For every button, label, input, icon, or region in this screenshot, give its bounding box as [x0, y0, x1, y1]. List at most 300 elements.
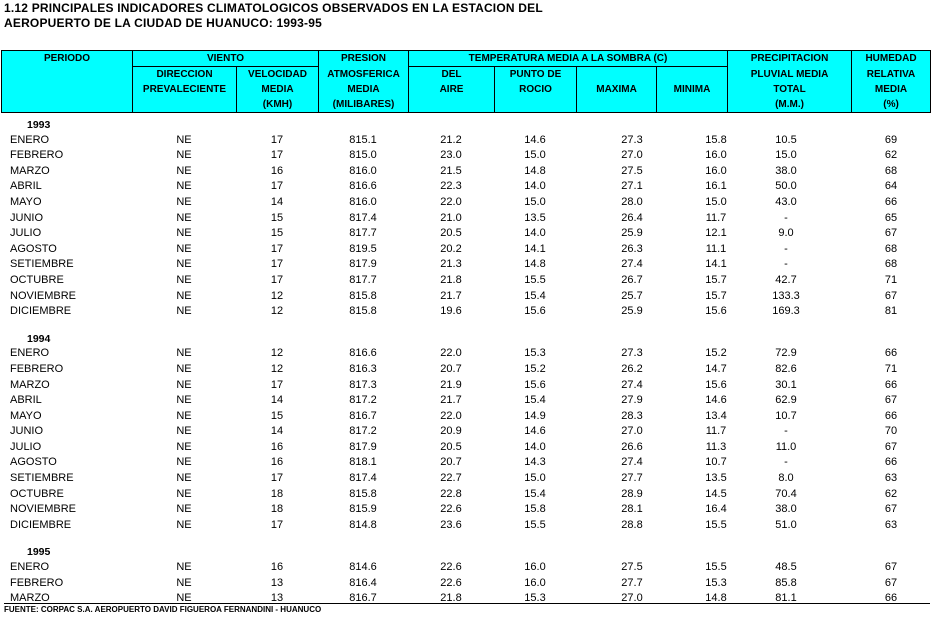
table-cell: 66 [884, 409, 898, 422]
table-cell: 27.0 [621, 149, 643, 162]
table-cell: NE [176, 258, 192, 271]
table-cell: NE [176, 440, 192, 453]
table-cell: 63 [884, 472, 898, 485]
table-cell: 26.7 [621, 273, 643, 286]
header-minima: MINIMA [657, 67, 728, 113]
table-cell: 22.6 [440, 561, 462, 574]
table-cell: 27.0 [621, 592, 643, 605]
table-cell: 169.3 [772, 305, 800, 318]
table-cell: NE [176, 576, 192, 589]
table-cell: 9.0 [778, 227, 794, 240]
table-cell: 14.6 [524, 133, 546, 146]
table-cell: 67 [884, 289, 898, 302]
table-cell: 15.0 [705, 195, 727, 208]
year-label: 1995 [27, 546, 51, 559]
table-cell: 42.7 [775, 273, 797, 286]
header-precipitacion-sub: PLUVIAL MEDIA TOTAL (M.M.) [728, 67, 852, 113]
table-cell: 15 [270, 211, 284, 224]
table-cell: 817.7 [349, 273, 377, 286]
table-cell: 62 [884, 487, 898, 500]
table-cell: JULIO [10, 440, 42, 453]
table-cell: 68 [884, 164, 898, 177]
table-cell: 16.0 [705, 149, 727, 162]
table-cell: NE [176, 561, 192, 574]
table-cell: 17 [270, 258, 284, 271]
table-cell: 816.6 [349, 180, 377, 193]
table-cell: 67 [884, 561, 898, 574]
table-cell: 14 [270, 425, 284, 438]
table-cell: NE [176, 487, 192, 500]
table-cell: - [784, 456, 788, 469]
table-cell: 22.0 [440, 409, 462, 422]
table-cell: 21.7 [440, 394, 462, 407]
year-label: 1993 [27, 119, 51, 131]
table-cell: MAYO [10, 409, 42, 422]
table-cell: MARZO [10, 164, 50, 177]
table-cell: 27.4 [621, 378, 643, 391]
table-cell: 20.2 [440, 242, 462, 255]
table-cell: 67 [884, 394, 898, 407]
table-cell: FEBRERO [10, 576, 64, 589]
table-row [0, 148, 932, 164]
table-cell: - [784, 211, 788, 224]
table-cell: 14.8 [524, 164, 546, 177]
table-cell: NE [176, 503, 192, 516]
table-cell: ABRIL [10, 394, 42, 407]
table-cell: 15.6 [705, 378, 727, 391]
table-cell: 15.2 [705, 347, 727, 360]
table-cell: 20.7 [440, 456, 462, 469]
table-cell: 48.5 [775, 561, 797, 574]
table-cell: NE [176, 378, 192, 391]
table-cell: DICIEMBRE [10, 518, 72, 531]
table-cell: 13 [270, 592, 284, 605]
table-cell: NE [176, 394, 192, 407]
table-row [0, 393, 932, 409]
table-cell: 817.4 [349, 211, 377, 224]
table-cell: 816.7 [349, 409, 377, 422]
table-cell: OCTUBRE [10, 487, 64, 500]
table-cell: 16 [270, 561, 284, 574]
table-cell: NOVIEMBRE [10, 503, 77, 516]
table-cell: 67 [884, 503, 898, 516]
table-cell: NE [176, 347, 192, 360]
table-cell: NE [176, 289, 192, 302]
table-cell: JUNIO [10, 211, 43, 224]
header-direccion: DIRECCION PREVALECIENTE [133, 67, 237, 113]
table-cell: 23.6 [440, 518, 462, 531]
table-cell: 66 [884, 195, 898, 208]
table-cell: 10.7 [775, 409, 797, 422]
table-cell: NE [176, 273, 192, 286]
table-cell: NE [176, 164, 192, 177]
table-cell: 15.6 [705, 305, 727, 318]
table-cell: 65 [884, 211, 898, 224]
table-cell: 11.0 [775, 440, 797, 453]
table-row [0, 289, 932, 305]
table-row [0, 179, 932, 195]
table-cell: 20.7 [440, 362, 462, 375]
table-cell: JULIO [10, 227, 42, 240]
table-cell: 14.0 [524, 440, 546, 453]
table-cell: 15.4 [524, 394, 546, 407]
table-cell: 10.5 [775, 133, 797, 146]
table-cell: 21.3 [440, 258, 462, 271]
table-cell: NE [176, 149, 192, 162]
table-cell: 15.2 [524, 362, 546, 375]
table-cell: 15.3 [705, 576, 727, 589]
table-cell: 17 [270, 242, 284, 255]
table-cell: 815.0 [349, 149, 377, 162]
table-row [0, 346, 932, 362]
table-cell: SETIEMBRE [10, 472, 74, 485]
table-cell: 8.0 [778, 472, 794, 485]
table-cell: 18 [270, 487, 284, 500]
table-row [0, 424, 932, 440]
table-cell: 15.7 [705, 289, 727, 302]
table-cell: 16.0 [524, 576, 546, 589]
table-cell: AGOSTO [10, 456, 57, 469]
table-cell: 15.5 [705, 561, 727, 574]
table-cell: 815.8 [349, 487, 377, 500]
table-cell: 43.0 [775, 195, 797, 208]
header-temperatura: TEMPERATURA MEDIA A LA SOMBRA (C) [409, 51, 728, 67]
table-row [0, 257, 932, 273]
table-cell: 28.1 [621, 503, 643, 516]
table-row [0, 560, 932, 576]
table-cell: 22.3 [440, 180, 462, 193]
table-cell: 18 [270, 503, 284, 516]
table-cell: 10.7 [705, 456, 727, 469]
table-cell: NE [176, 180, 192, 193]
table-cell: ABRIL [10, 180, 42, 193]
table-cell: 14 [270, 394, 284, 407]
table-cell: NE [176, 472, 192, 485]
table-cell: 817.4 [349, 472, 377, 485]
table-cell: 17 [270, 273, 284, 286]
table-cell: 15.0 [775, 149, 797, 162]
table-cell: 71 [884, 273, 898, 286]
table-cell: FEBRERO [10, 149, 64, 162]
table-cell: 15.5 [524, 273, 546, 286]
header-punto-rocio: PUNTO DE ROCIO [495, 67, 577, 113]
table-cell: 22.7 [440, 472, 462, 485]
table-cell: 26.6 [621, 440, 643, 453]
year-heading [0, 331, 932, 347]
table-cell: 815.8 [349, 305, 377, 318]
table-cell: MARZO [10, 592, 50, 605]
table-cell: 21.8 [440, 592, 462, 605]
table-cell: MARZO [10, 378, 50, 391]
table-row [0, 304, 932, 320]
table-cell: 28.3 [621, 409, 643, 422]
table-cell: 20.5 [440, 440, 462, 453]
table-cell: 38.0 [775, 503, 797, 516]
table-cell: 13.5 [524, 211, 546, 224]
table-cell: 16.0 [705, 164, 727, 177]
table-cell: 816.7 [349, 592, 377, 605]
table-cell: 20.5 [440, 227, 462, 240]
table-cell: 67 [884, 576, 898, 589]
table-cell: 14.8 [524, 258, 546, 271]
table-cell: NE [176, 133, 192, 146]
table-cell: 28.8 [621, 518, 643, 531]
table-cell: 27.3 [621, 347, 643, 360]
table-row [0, 487, 932, 503]
table-cell: 13.4 [705, 409, 727, 422]
table-row [0, 211, 932, 227]
table-cell: 14.0 [524, 227, 546, 240]
header-humedad: HUMEDAD [852, 51, 931, 67]
table-cell: 85.8 [775, 576, 797, 589]
table-cell: ENERO [10, 561, 50, 574]
table-cell: 66 [884, 456, 898, 469]
table-cell: 15.6 [524, 378, 546, 391]
table-cell: 15.8 [705, 133, 727, 146]
table-cell: 15.4 [524, 487, 546, 500]
table-cell: 26.3 [621, 242, 643, 255]
table-cell: 15.3 [524, 592, 546, 605]
table-cell: 816.4 [349, 576, 377, 589]
table-cell: 66 [884, 347, 898, 360]
table-cell: 27.4 [621, 456, 643, 469]
table-cell: 27.0 [621, 425, 643, 438]
table-cell: 14.8 [705, 592, 727, 605]
table-cell: 15.5 [524, 518, 546, 531]
table-cell: 21.8 [440, 273, 462, 286]
table-cell: 12 [270, 347, 284, 360]
table-cell: 27.7 [621, 472, 643, 485]
table-cell: 817.9 [349, 440, 377, 453]
table-cell: 17 [270, 518, 284, 531]
table-cell: 21.7 [440, 289, 462, 302]
table-cell: 12 [270, 289, 284, 302]
table-cell: 14.0 [524, 180, 546, 193]
table-cell: 15.6 [524, 305, 546, 318]
table-row [0, 226, 932, 242]
year-label: 1994 [27, 332, 51, 345]
table-cell: - [784, 425, 788, 438]
table-cell: 21.2 [440, 133, 462, 146]
table-cell: 81 [884, 305, 898, 318]
header-periodo: PERIODO [2, 51, 133, 113]
table-cell: 22.8 [440, 487, 462, 500]
table-cell: 16.0 [524, 561, 546, 574]
table-cell: 28.9 [621, 487, 643, 500]
table-cell: 27.3 [621, 133, 643, 146]
table-cell: OCTUBRE [10, 273, 64, 286]
table-row [0, 502, 932, 518]
table-header [1, 50, 931, 113]
table-cell: NE [176, 227, 192, 240]
table-cell: 25.9 [621, 227, 643, 240]
table-cell: 816.0 [349, 195, 377, 208]
header-humedad-sub: RELATIVA MEDIA (%) [852, 67, 931, 113]
header-presion-sub: ATMOSFERICA MEDIA (MILIBARES) [319, 67, 409, 113]
table-cell: NE [176, 305, 192, 318]
table-row [0, 409, 932, 425]
title-line-2: AEROPUERTO DE LA CIUDAD DE HUANUCO: 1993-95 [4, 16, 322, 30]
table-cell: 14 [270, 195, 284, 208]
table-cell: 11.3 [705, 440, 727, 453]
table-cell: 19.6 [440, 305, 462, 318]
table-cell: 26.2 [621, 362, 643, 375]
table-cell: 817.9 [349, 258, 377, 271]
table-cell: NE [176, 518, 192, 531]
table-cell: 14.1 [705, 258, 727, 271]
table-cell: NE [176, 425, 192, 438]
table-cell: 815.1 [349, 133, 377, 146]
table-cell: 818.1 [349, 456, 377, 469]
table-cell: 11.1 [705, 242, 727, 255]
table-cell: NE [176, 592, 192, 605]
table-cell: 817.2 [349, 394, 377, 407]
table-cell: 63 [884, 518, 898, 531]
header-precipitacion: PRECIPITACION [728, 51, 852, 67]
table-cell: 70 [884, 425, 898, 438]
table-cell: JUNIO [10, 425, 43, 438]
table-cell: 66 [884, 592, 898, 605]
table-cell: 64 [884, 180, 898, 193]
table-row [0, 164, 932, 180]
table-cell: 11.7 [705, 211, 727, 224]
table-cell: 50.0 [775, 180, 797, 193]
table-cell: - [784, 258, 788, 271]
table-cell: FEBRERO [10, 362, 64, 375]
year-spacer [0, 320, 932, 331]
table-cell: NE [176, 211, 192, 224]
table-cell: 26.4 [621, 211, 643, 224]
table-cell: 67 [884, 440, 898, 453]
table-cell: 16.1 [705, 180, 727, 193]
table-cell: 27.5 [621, 164, 643, 177]
table-cell: 12 [270, 305, 284, 318]
table-row [0, 471, 932, 487]
table-cell: 69 [884, 133, 898, 146]
table-cell: 13 [270, 576, 284, 589]
source-footer: FUENTE: CORPAC S.A. AEROPUERTO DAVID FIGUEROA FERNANDINI - HUANUCO [4, 603, 930, 614]
table-cell: 62 [884, 149, 898, 162]
table-cell: 816.6 [349, 347, 377, 360]
table-cell: 817.7 [349, 227, 377, 240]
table-row [0, 242, 932, 258]
year-spacer [0, 533, 932, 544]
table-cell: 68 [884, 258, 898, 271]
table-cell: 15.4 [524, 289, 546, 302]
table-cell: ENERO [10, 133, 50, 146]
table-cell: 70.4 [775, 487, 797, 500]
header-viento: VIENTO [133, 51, 319, 67]
header-presion: PRESION [319, 51, 409, 67]
table-cell: 13.5 [705, 472, 727, 485]
table-row [0, 440, 932, 456]
table-cell: 28.0 [621, 195, 643, 208]
table-cell: 14.3 [524, 456, 546, 469]
table-cell: 17 [270, 180, 284, 193]
table-cell: 14.6 [705, 394, 727, 407]
table-body [0, 117, 932, 607]
table-cell: 15.0 [524, 472, 546, 485]
table-title [4, 1, 543, 31]
table-cell: 17 [270, 133, 284, 146]
table-cell: 30.1 [775, 378, 797, 391]
table-cell: 68 [884, 242, 898, 255]
table-cell: 22.6 [440, 503, 462, 516]
table-row [0, 518, 932, 534]
table-cell: 817.3 [349, 378, 377, 391]
table-row [0, 362, 932, 378]
table-cell: 15 [270, 409, 284, 422]
table-cell: 66 [884, 378, 898, 391]
table-row [0, 195, 932, 211]
table-cell: 15.5 [705, 518, 727, 531]
table-cell: 12 [270, 362, 284, 375]
table-cell: - [784, 242, 788, 255]
table-cell: 23.0 [440, 149, 462, 162]
table-cell: NOVIEMBRE [10, 289, 77, 302]
table-cell: 27.5 [621, 561, 643, 574]
table-row [0, 133, 932, 149]
table-cell: MAYO [10, 195, 42, 208]
table-cell: 814.6 [349, 561, 377, 574]
table-cell: 816.3 [349, 362, 377, 375]
table-cell: 14.7 [705, 362, 727, 375]
year-heading [0, 117, 932, 133]
table-cell: 21.9 [440, 378, 462, 391]
table-cell: 17 [270, 149, 284, 162]
table-cell: NE [176, 195, 192, 208]
table-cell: 67 [884, 227, 898, 240]
table-cell: 15.7 [705, 273, 727, 286]
table-row [0, 455, 932, 471]
table-cell: NE [176, 456, 192, 469]
table-cell: NE [176, 362, 192, 375]
table-cell: 16.4 [705, 503, 727, 516]
table-cell: 816.0 [349, 164, 377, 177]
table-cell: 38.0 [775, 164, 797, 177]
table-cell: 27.4 [621, 258, 643, 271]
header-maxima: MAXIMA [577, 67, 657, 113]
table-cell: 15.8 [524, 503, 546, 516]
title-line-1: 1.12 PRINCIPALES INDICADORES CLIMATOLOGICOS OBSERVADOS EN LA ESTACION DEL [4, 1, 543, 15]
table-cell: 62.9 [775, 394, 797, 407]
table-cell: 15.0 [524, 195, 546, 208]
table-cell: 17 [270, 378, 284, 391]
table-cell: 815.8 [349, 289, 377, 302]
table-cell: NE [176, 242, 192, 255]
table-cell: 12.1 [705, 227, 727, 240]
table-cell: 22.0 [440, 347, 462, 360]
table-cell: 17 [270, 472, 284, 485]
table-cell: 51.0 [775, 518, 797, 531]
table-cell: 25.9 [621, 305, 643, 318]
table-cell: SETIEMBRE [10, 258, 74, 271]
table-cell: NE [176, 409, 192, 422]
table-cell: 133.3 [772, 289, 800, 302]
table-cell: 814.8 [349, 518, 377, 531]
table-cell: 14.1 [524, 242, 546, 255]
table-cell: 15.0 [524, 149, 546, 162]
table-cell: 82.6 [775, 362, 797, 375]
table-cell: 815.9 [349, 503, 377, 516]
table-cell: 15 [270, 227, 284, 240]
table-row [0, 378, 932, 394]
table-cell: 20.9 [440, 425, 462, 438]
table-row [0, 576, 932, 592]
table-row [0, 273, 932, 289]
table-cell: 22.6 [440, 576, 462, 589]
table-cell: 11.7 [705, 425, 727, 438]
